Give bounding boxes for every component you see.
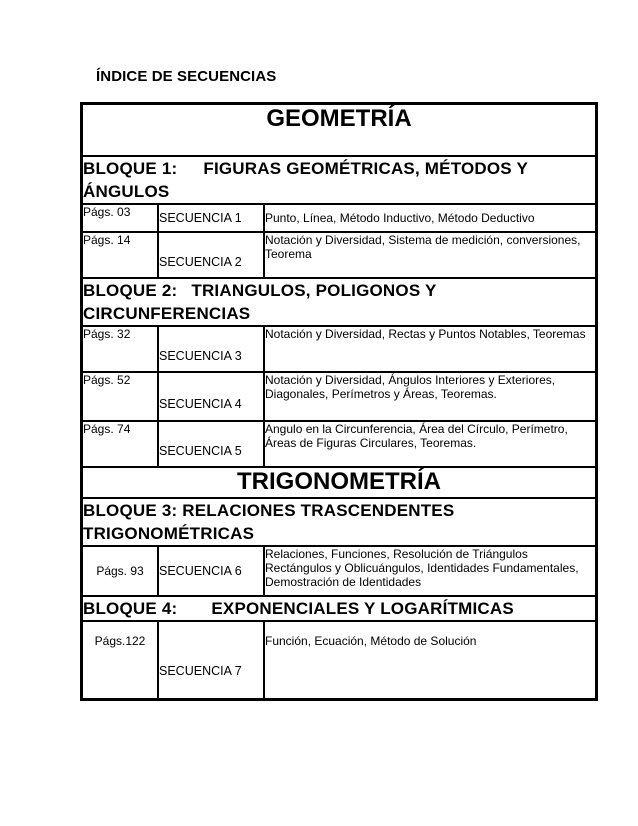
sequence-cell: SECUENCIA 1 [158,204,264,232]
block-1-title-line2: ÁNGULOS [83,182,170,201]
block-3-title-line2: TRIGONOMÉTRICAS [83,524,255,543]
topics-cell: Notación y Diversidad, Ángulos Interiores y Exteriores, Diagonales, Perímetros y Áreas, Teoremas. [264,372,596,421]
block-2-row [82,278,596,326]
block-4-header [82,596,596,621]
table-row [82,372,596,421]
section-geometry-row [82,104,596,156]
section-trigonometry-title: TRIGONOMETRÍA [82,467,596,498]
block-1-title: FIGURAS GEOMÉTRICAS, MÉTODOS Y [203,159,529,178]
pages-cell: Págs. 32 [82,326,158,372]
sequence-cell: SECUENCIA 2 [158,232,264,278]
section-trigonometry-row [82,467,596,498]
block-1-row [82,156,596,204]
section-geometry-title: GEOMETRÍA [82,104,596,156]
topics-cell: Notación y Diversidad, Sistema de medición, conversiones, Teorema [264,232,596,278]
table-row [82,621,596,699]
table-row [82,546,596,596]
pages-cell: Págs. 93 [82,546,158,596]
pages-cell: Págs. 74 [82,421,158,467]
topics-cell: Punto, Línea, Método Inductivo, Método Deductivo [264,204,596,232]
block-4-label: BLOQUE 4: [83,599,178,618]
table-row [82,232,596,278]
block-1-header [82,156,596,204]
topics-cell: Función, Ecuación, Método de Solución [264,621,596,699]
sequence-cell: SECUENCIA 3 [158,326,264,372]
pages-cell: Págs. 03 [82,204,158,232]
pages-cell: Págs.122 [82,621,158,699]
block-4-row [82,596,596,621]
table-row [82,421,596,467]
table-row [82,204,596,232]
sequence-cell: SECUENCIA 6 [158,546,264,596]
topics-cell: Angulo en la Circunferencia, Área del Círculo, Perímetro, Áreas de Figuras Circulares, Teoremas. [264,421,596,467]
block-2-title: TRIANGULOS, POLIGONOS Y [191,281,437,300]
sequence-cell: SECUENCIA 7 [158,621,264,699]
block-3-header [82,498,596,546]
topics-cell: Relaciones, Funciones, Resolución de Triángulos Rectángulos y Oblicuángulos, Identidades Fundamentales, Demostración de Identidades [264,546,596,596]
table-row [82,326,596,372]
block-4-title: EXPONENCIALES Y LOGARÍTMICAS [211,599,514,618]
block-2-header [82,278,596,326]
document-title: ÍNDICE DE SECUENCIAS [96,68,277,85]
pages-cell: Págs. 14 [82,232,158,278]
block-2-label: BLOQUE 2: [83,281,178,300]
topics-cell: Notación y Diversidad, Rectas y Puntos Notables, Teoremas [264,326,596,372]
block-2-title-line2: CIRCUNFERENCIAS [83,304,251,323]
block-3-row [82,498,596,546]
sequence-cell: SECUENCIA 4 [158,372,264,421]
sequence-cell: SECUENCIA 5 [158,421,264,467]
block-1-label: BLOQUE 1: [83,159,178,178]
pages-cell: Págs. 52 [82,372,158,421]
block-3-label: BLOQUE 3: RELACIONES TRASCENDENTES [83,501,455,520]
sequence-index-table [80,102,598,701]
